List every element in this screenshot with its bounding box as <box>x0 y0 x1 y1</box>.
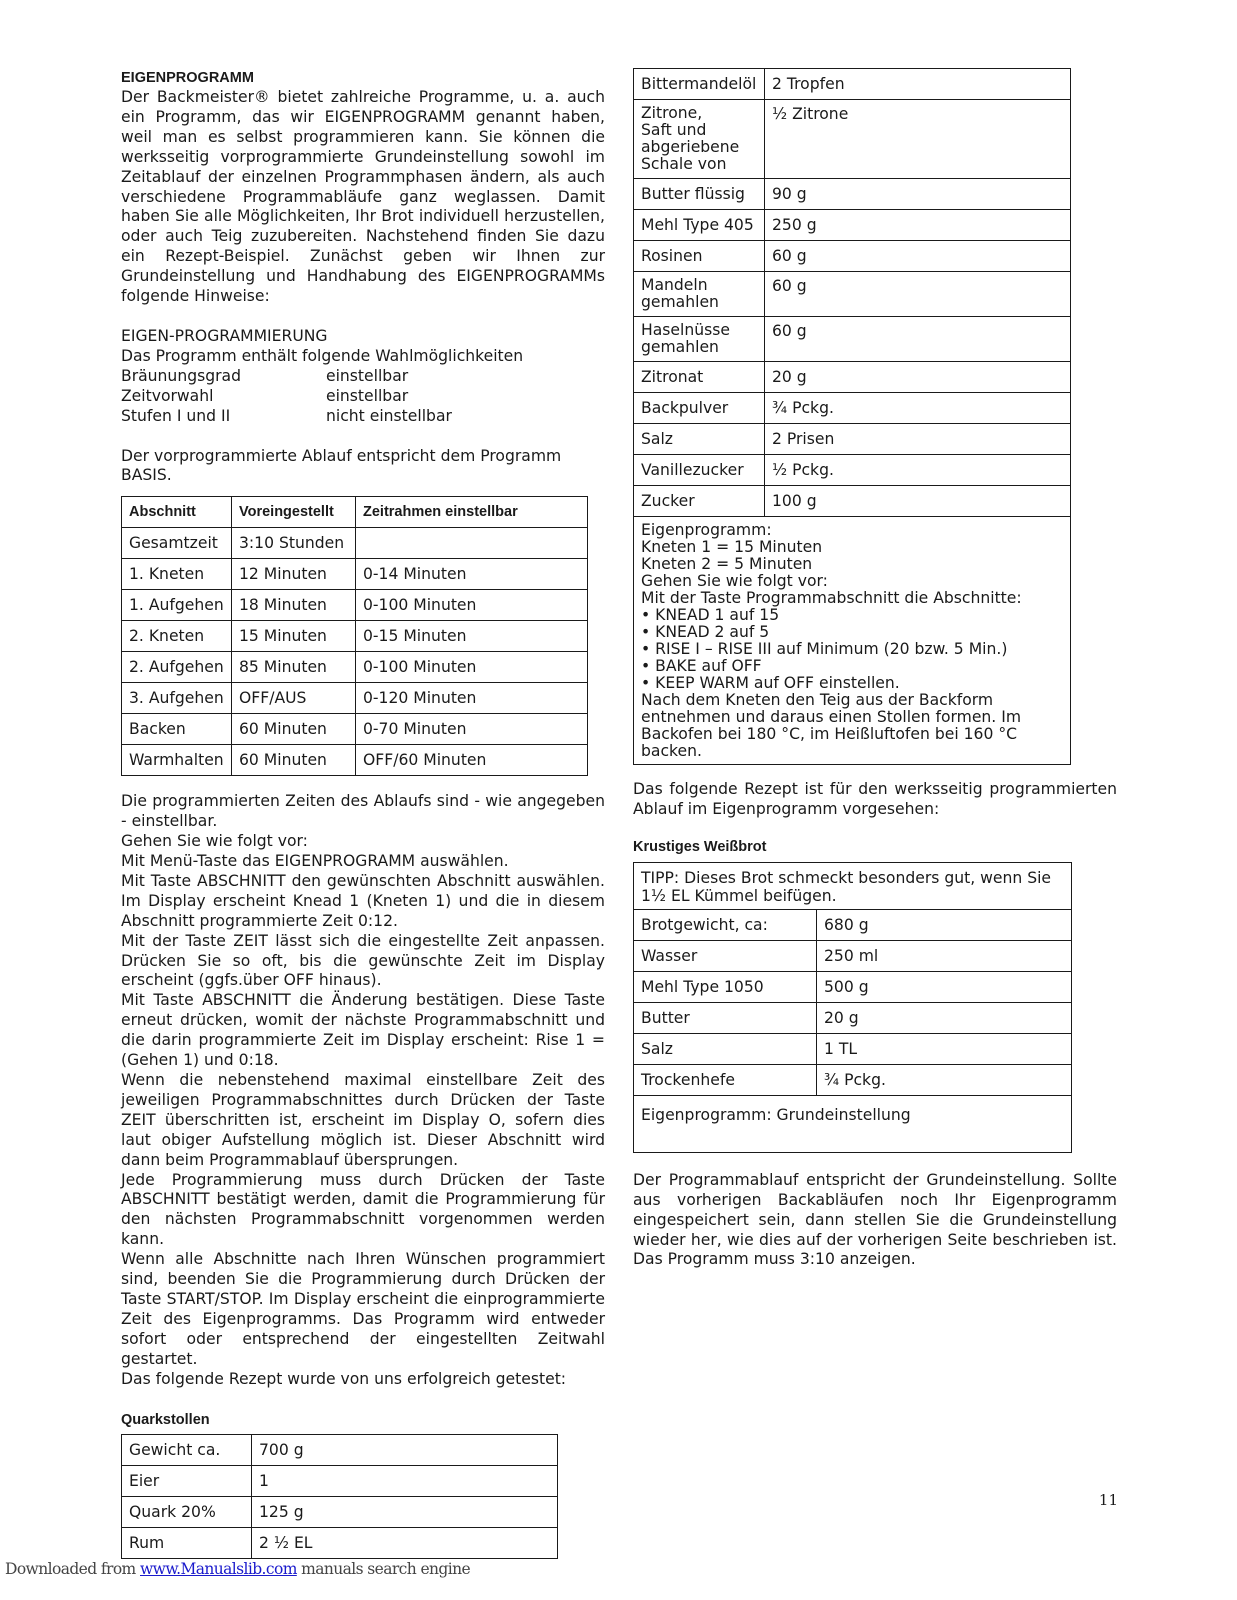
ingredient-name: Mehl Type 1050 <box>634 971 817 1002</box>
intro-paragraph: Der Backmeister® bietet zahlreiche Programme, u. a. auch ein Programm, das wir EIGENPROGRAMM genannt haben, weil man es selbst programmieren kann. Sie können die werksseitig vorprogrammierte Grundeinstellung sowohl im Zeitablauf der einzelnen Programmphasen ändern, als auch verschiedene Programmabläufe ganz weglassen. Damit haben Sie alle Möglichkeiten, Ihr Brot individuell herzustellen, oder auch Teig zuzubereiten. Nachstehend finden Sie dazu ein Rezept-Beispiel. Zunächst geben wir Ihnen zur Grundeinstellung und Handhabung des EIGENPROGRAMMs folgende Hinweise: <box>121 88 605 306</box>
table-cell: 0-70 Minuten <box>356 714 588 745</box>
table-row <box>122 683 588 714</box>
instruction-line: Jede Programmierung muss durch Drücken der Taste ABSCHNITT bestätigt werden, damit die Programmierung für den nächsten Programmabschnitt vorgenommen werden kann. <box>121 1170 605 1249</box>
ingredient-amount: ½ Zitrone <box>765 100 1071 179</box>
table-cell: 85 Minuten <box>232 652 356 683</box>
note-line: • KEEP WARM auf OFF einstellen. <box>641 674 900 692</box>
column-header: Voreingestellt <box>232 497 356 528</box>
table-cell: 1. Kneten <box>122 559 232 590</box>
table-header-row <box>122 497 588 528</box>
ingredient-name: Trockenhefe <box>634 1064 817 1095</box>
left-column <box>121 68 605 1559</box>
table-row <box>634 1002 1072 1033</box>
table-row <box>634 455 1071 486</box>
ingredient-amount: 20 g <box>765 362 1071 393</box>
table-row <box>634 486 1071 517</box>
table-cell: 0-14 Minuten <box>356 559 588 590</box>
note-line: Eigenprogramm: <box>641 521 772 539</box>
table-row <box>634 210 1071 241</box>
ingredient-amount: 60 g <box>765 241 1071 272</box>
table-row <box>634 909 1072 940</box>
option-value: einstellbar <box>326 366 409 385</box>
note-line: • KNEAD 1 auf 15 <box>641 606 780 624</box>
table-cell: 3:10 Stunden <box>232 528 356 559</box>
table-row <box>634 362 1071 393</box>
ingredient-name: Mehl Type 405 <box>634 210 765 241</box>
table-row <box>122 652 588 683</box>
ingredient-name: Haselnüsse gemahlen <box>634 317 765 362</box>
footer-prefix: Downloaded from <box>5 1560 140 1578</box>
basis-note: Der vorprogrammierte Ablauf entspricht dem Programm BASIS. <box>121 446 562 485</box>
column-header: Zeitrahmen einstellbar <box>356 497 588 528</box>
instruction-line: Das folgende Rezept wurde von uns erfolgreich getestet: <box>121 1369 567 1388</box>
table-row <box>122 1496 558 1527</box>
ingredient-amount: 20 g <box>817 1002 1072 1033</box>
instruction-line: Wenn die nebenstehend maximal einstellbare Zeit des jeweiligen Programmabschnittes durch Drücken der Taste ZEIT überschritten ist, erscheint im Display O, sofern dies laut obiger Aufstellung möglich ist. Dieser Abschnitt wird dann beim Programmablauf übersprungen. <box>121 1071 605 1169</box>
table-row <box>634 272 1071 317</box>
footer-suffix: manuals search engine <box>296 1560 471 1578</box>
recipe-table-continued <box>633 68 1071 765</box>
schedule-table <box>121 496 588 776</box>
table-cell: 18 Minuten <box>232 590 356 621</box>
ingredient-name: Zitrone, Saft und abgeriebene Schale von <box>634 100 765 179</box>
option-value: nicht einstellbar <box>326 406 452 425</box>
table-row <box>634 317 1071 362</box>
ingredient-name: Brotgewicht, ca: <box>634 909 817 940</box>
table-row <box>634 241 1071 272</box>
ingredient-amount: 90 g <box>765 179 1071 210</box>
note-line: Kneten 1 = 15 Minuten <box>641 538 823 556</box>
instruction-line: Wenn alle Abschnitte nach Ihren Wünschen programmiert sind, beenden Sie die Programmierung durch Drücken der Taste START/STOP. Im Display erscheint die einprogrammierte Zeit des Eigenprogramms. Das Programm wird entweder sofort oder entsprechend der eingestellten Zeitwahl gestartet. <box>121 1250 605 1368</box>
table-cell: 2. Aufgehen <box>122 652 232 683</box>
table-cell: Warmhalten <box>122 745 232 776</box>
note-line: entnehmen und daraus einen Stollen formen. Im <box>641 708 1022 726</box>
ingredient-amount: 1 <box>252 1465 558 1496</box>
ingredient-name: Rosinen <box>634 241 765 272</box>
table-row <box>122 621 588 652</box>
note-line: Backofen bei 180 °C, im Heißluftofen bei 160 °C <box>641 725 1018 743</box>
recipe-table <box>121 1434 558 1559</box>
table-row <box>634 1095 1072 1152</box>
table-cell: 60 Minuten <box>232 714 356 745</box>
note-line: • RISE I – RISE III auf Minimum (20 bzw. 5 Min.) <box>641 640 1008 658</box>
table-cell: 0-100 Minuten <box>356 590 588 621</box>
table-cell: 60 Minuten <box>232 745 356 776</box>
ingredient-name: Butter <box>634 1002 817 1033</box>
recipe-title: Krustiges Weißbrot <box>633 838 767 855</box>
ingredient-amount: 1 TL <box>817 1033 1072 1064</box>
ingredient-amount: 680 g <box>817 909 1072 940</box>
option-value: einstellbar <box>326 386 409 405</box>
table-cell: 2. Kneten <box>122 621 232 652</box>
ingredient-name: Vanillezucker <box>634 455 765 486</box>
recipe-title: Quarkstollen <box>121 1411 210 1428</box>
table-row <box>122 714 588 745</box>
table-row <box>634 940 1072 971</box>
programming-subheading: EIGEN-PROGRAMMIERUNG <box>121 326 328 345</box>
instruction-line: Mit Menü-Taste das EIGENPROGRAMM auswählen. <box>121 852 509 871</box>
table-cell: 15 Minuten <box>232 621 356 652</box>
download-footer <box>5 1560 470 1578</box>
instruction-line: Gehen Sie wie folgt vor: <box>121 832 308 851</box>
ingredient-name: Backpulver <box>634 393 765 424</box>
ingredient-amount: 700 g <box>252 1434 558 1465</box>
table-row <box>122 528 588 559</box>
table-cell: OFF/AUS <box>232 683 356 714</box>
ingredient-amount: ½ Pckg. <box>765 455 1071 486</box>
note-line: • BAKE auf OFF <box>641 657 762 675</box>
note-line: Mit der Taste Programmabschnitt die Abschnitte: <box>641 589 1022 607</box>
note-line: • KNEAD 2 auf 5 <box>641 623 770 641</box>
ingredient-amount: 100 g <box>765 486 1071 517</box>
program-setting: Eigenprogramm: Grundeinstellung <box>634 1095 1072 1152</box>
table-row <box>122 559 588 590</box>
table-row <box>634 69 1071 100</box>
table-row <box>634 100 1071 179</box>
ingredient-name: Mandeln gemahlen <box>634 272 765 317</box>
ingredient-name: Bittermandelöl <box>634 69 765 100</box>
note-line: Kneten 2 = 5 Minuten <box>641 555 813 573</box>
table-cell: OFF/60 Minuten <box>356 745 588 776</box>
ingredient-name: Wasser <box>634 940 817 971</box>
ingredient-name: Quark 20% <box>122 1496 252 1527</box>
ingredient-name: Gewicht ca. <box>122 1434 252 1465</box>
ingredient-name: Zitronat <box>634 362 765 393</box>
ingredient-amount: ¾ Pckg. <box>765 393 1071 424</box>
table-row <box>122 1465 558 1496</box>
table-row <box>634 971 1072 1002</box>
option-name: Zeitvorwahl <box>121 386 214 405</box>
table-cell <box>356 528 588 559</box>
note-line: Nach dem Kneten den Teig aus der Backform <box>641 691 994 709</box>
table-row <box>634 179 1071 210</box>
instruction-line: Mit der Taste ZEIT lässt sich die eingestellte Zeit anpassen. Drücken Sie so oft, bis die gewünschte Zeit im Display erscheint (ggfs.über OFF hinaus). <box>121 931 605 990</box>
ingredient-name: Eier <box>122 1465 252 1496</box>
section-heading: EIGENPROGRAMM <box>121 70 254 86</box>
page-number: 11 <box>1098 1491 1118 1509</box>
table-row <box>122 1527 558 1558</box>
table-cell: 0-100 Minuten <box>356 652 588 683</box>
ingredient-amount: ¾ Pckg. <box>817 1064 1072 1095</box>
ingredient-amount: 250 ml <box>817 940 1072 971</box>
column-header: Abschnitt <box>122 497 232 528</box>
manualslib-link[interactable]: www.Manualslib.com <box>140 1560 297 1578</box>
table-cell: 3. Aufgehen <box>122 683 232 714</box>
option-name: Stufen I und II <box>121 406 231 425</box>
table-row <box>634 393 1071 424</box>
table-row <box>122 1434 558 1465</box>
right-column <box>633 68 1117 1270</box>
ingredient-amount: 2 ½ EL <box>252 1527 558 1558</box>
recipe2-table <box>633 862 1072 1153</box>
table-cell: 1. Aufgehen <box>122 590 232 621</box>
ingredient-name: Zucker <box>634 486 765 517</box>
table-row <box>634 424 1071 455</box>
recipe2-intro: Das folgende Rezept ist für den werksseitig programmierten Ablauf im Eigenprogramm vorgesehen: <box>633 780 1117 818</box>
note-line: Gehen Sie wie folgt vor: <box>641 572 828 590</box>
ingredient-amount: 60 g <box>765 272 1071 317</box>
ingredient-name: Salz <box>634 1033 817 1064</box>
table-row <box>634 862 1072 909</box>
table-row <box>122 745 588 776</box>
ingredient-amount: 2 Tropfen <box>765 69 1071 100</box>
table-cell: 12 Minuten <box>232 559 356 590</box>
table-cell: 0-120 Minuten <box>356 683 588 714</box>
ingredient-amount: 60 g <box>765 317 1071 362</box>
instruction-line: Mit Taste ABSCHNITT den gewünschten Abschnitt auswählen. Im Display erscheint Knead 1 (Kneten 1) und die in diesem Abschnitt programmierte Zeit 0:12. <box>121 871 605 930</box>
table-row <box>634 1033 1072 1064</box>
closing-paragraph: Der Programmablauf entspricht der Grundeinstellung. Sollte aus vorherigen Backabläufen noch Ihr Eigenprogramm eingespeichert sein, dann stellen Sie die Grundeinstellung wieder her, wie dies auf der vorherigen Seite beschrieben ist. Das Programm muss 3:10 anzeigen. <box>633 1170 1117 1269</box>
ingredient-name: Salz <box>634 424 765 455</box>
table-cell: Gesamtzeit <box>122 528 232 559</box>
program-note <box>634 517 1071 765</box>
table-row <box>122 590 588 621</box>
table-cell: Backen <box>122 714 232 745</box>
options-intro: Das Programm enthält folgende Wahlmöglichkeiten <box>121 346 524 365</box>
instruction-line: Die programmierten Zeiten des Ablaufs sind - wie angegeben - einstellbar. <box>121 792 605 831</box>
ingredient-amount: 500 g <box>817 971 1072 1002</box>
option-name: Bräunungsgrad <box>121 366 241 385</box>
options-list <box>121 367 605 427</box>
table-row <box>634 1064 1072 1095</box>
note-line: backen. <box>641 742 702 760</box>
ingredient-amount: 125 g <box>252 1496 558 1527</box>
table-cell: 0-15 Minuten <box>356 621 588 652</box>
ingredient-name: Rum <box>122 1527 252 1558</box>
tip-text: TIPP: Dieses Brot schmeckt besonders gut, wenn Sie 1½ EL Kümmel beifügen. <box>634 862 1072 909</box>
instruction-line: Mit Taste ABSCHNITT die Änderung bestätigen. Diese Taste erneut drücken, womit der nächste Programmabschnitt und die darin programmierte Zeit im Display erscheint: Rise 1 = (Gehen 1) und 0:18. <box>121 991 605 1070</box>
ingredient-name: Butter flüssig <box>634 179 765 210</box>
ingredient-amount: 250 g <box>765 210 1071 241</box>
table-row <box>634 517 1071 765</box>
ingredient-amount: 2 Prisen <box>765 424 1071 455</box>
